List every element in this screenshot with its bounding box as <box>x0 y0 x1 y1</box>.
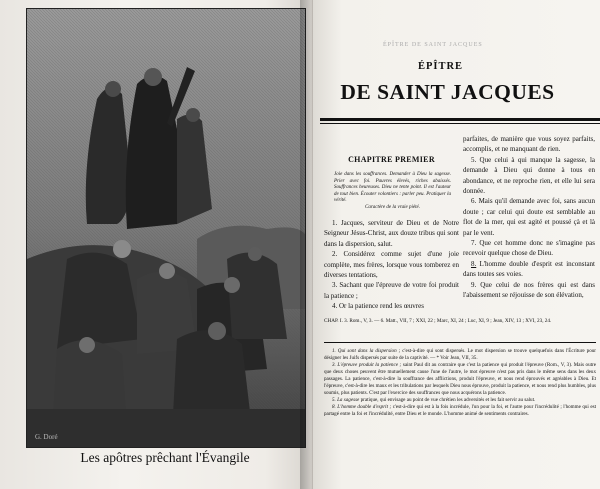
verse: 4. Or la patience rend les œuvres <box>332 302 424 311</box>
footnote-lead: 1. Qui sont dans la dispersion ; <box>332 348 401 354</box>
cross-references: CHAP. I. 3. Rom., V, 3. — 6. Matt., VII, 7 ; XXI, 22 ; Marc, XI, 24 ; Luc, XI, 9 ; Jean, XIV, 13 ; XVI, 23, 24. <box>324 318 552 324</box>
verse: 1. Jacques, serviteur de Dieu et de Notre Seigneur Jésus-Christ, aux douze tribus qui sont dans la dispersion, salut. <box>324 219 459 248</box>
footnote-text: c'est-à-dire qui est à la fois incrédule, l'un pour la foi, et l'autre pour l'incrédulité ; l'homme qui est partagé entre la foi et l'incrédulité, entre Dieu et le monde. L'homme animé de sentiments contraires. <box>324 404 596 418</box>
notes-rule <box>324 342 596 343</box>
chapter-summary <box>334 172 451 211</box>
right-page <box>313 0 600 489</box>
text-column-left <box>324 134 459 312</box>
engraving-signature: G. Doré <box>35 433 58 441</box>
verse: 6. Mais qu'il demande avec foi, sans aucun doute ; car celui qui doute est semblable au flot de la mer, qui est agité et poussé çà et là par le vent. <box>463 197 595 237</box>
summary-text: Joie dans les souffrances. Demander à Dieu la sagesse. Prier avec foi. Pauvres élevés, riches abaissés. Souffrances heureuses. Dieu ne tente point. Il est l'auteur de tout bien. Écouter volontiers : parler peu. Pratiquer la vérité. <box>334 172 451 203</box>
footnote <box>324 348 596 362</box>
summary-last-line: Caractère de la vraie piété. <box>365 204 420 210</box>
text-column-right <box>463 134 595 301</box>
footnote-text: saint Paul dit au contraire que c'est la patience qui produit l'épreuve (Rom., V, 3). Mais outre que deux choses peuvent être mutuellement cause l'une de l'autre, le mot épreuve n'est pas pris dans le même sens dans les deux passages. La patience, c'est-à-dire la souffrance des afflictions, produit l'épreuve, et nous rend éprouvés et agréables à Dieu. Et l'épreuve, c'est-à-dire les maux et les tribulations par lesquels Dieu nous éprouve, produit la patience, et nous rend plus humbles, plus soumis, plus patients. C'est par l'exercice des souffrances que nous acquérons la patience. <box>324 362 596 397</box>
verse: 5. Que celui à qui manque la sagesse, la demande à Dieu qui donne à tous en abondance, et ne reproche rien, et elle lui sera donnée. <box>463 155 595 196</box>
epistle-title-large: DE SAINT JACQUES <box>340 80 555 104</box>
title-rule-thin <box>320 123 600 124</box>
footnote-lead: 5. La sagesse <box>332 397 360 404</box>
verse-8-text: L'homme double d'esprit est inconstant dans toutes ses voies. <box>463 259 595 279</box>
footnote-lead: 8. L'homme double d'esprit ; <box>332 404 392 411</box>
verse-8 <box>463 259 595 280</box>
running-head: ÉPÎTRE DE SAINT JACQUES <box>383 42 483 48</box>
verse: 7. Que cet homme donc ne s'imagine pas recevoir quelque chose de Dieu. <box>463 239 595 258</box>
chapter-title: CHAPITRE PREMIER <box>348 155 435 164</box>
title-rule-thick <box>320 118 600 121</box>
verse: 9. Que celui de nos frères qui est dans l'abaissement se réjouisse de son élévation, <box>463 280 595 300</box>
footnotes <box>324 348 596 418</box>
footnote <box>324 362 596 397</box>
engraving-illustration <box>26 8 306 448</box>
verse: 2. Considérez comme sujet d'une joie complète, mes frères, lorsque vous tomberez en diverses tentations, <box>324 250 459 280</box>
verse: 3. Sachant que l'épreuve de votre foi produit la patience ; <box>324 281 459 300</box>
engraving-art <box>27 9 305 447</box>
verses-right <box>463 134 595 301</box>
verse-8-number: 8. <box>471 259 477 268</box>
footnote-lead: 3. L'épreuve produit la patience ; <box>332 362 402 369</box>
verses-left <box>324 218 459 312</box>
footnote-text: c'est-à-dire qui sont dispersés. Le mot dispersion se trouve quelquefois dans l'Écriture pour désigner les Juifs dispersés par suite de la captivité. — * Voir Jean, VII, 35. <box>324 348 596 362</box>
epistle-title-small: ÉPÎTRE <box>417 61 464 72</box>
footnote <box>324 404 596 418</box>
verse: parfaites, de manière que vous soyez parfaits, accomplis, et ne manquant de rien. <box>463 135 595 154</box>
footnote-text: pratique, qui envisage au point de vue chrétien les adversités et les fait servir au salut. <box>359 397 536 404</box>
illustration-caption: Les apôtres prêchant l'Évangile <box>80 450 250 465</box>
